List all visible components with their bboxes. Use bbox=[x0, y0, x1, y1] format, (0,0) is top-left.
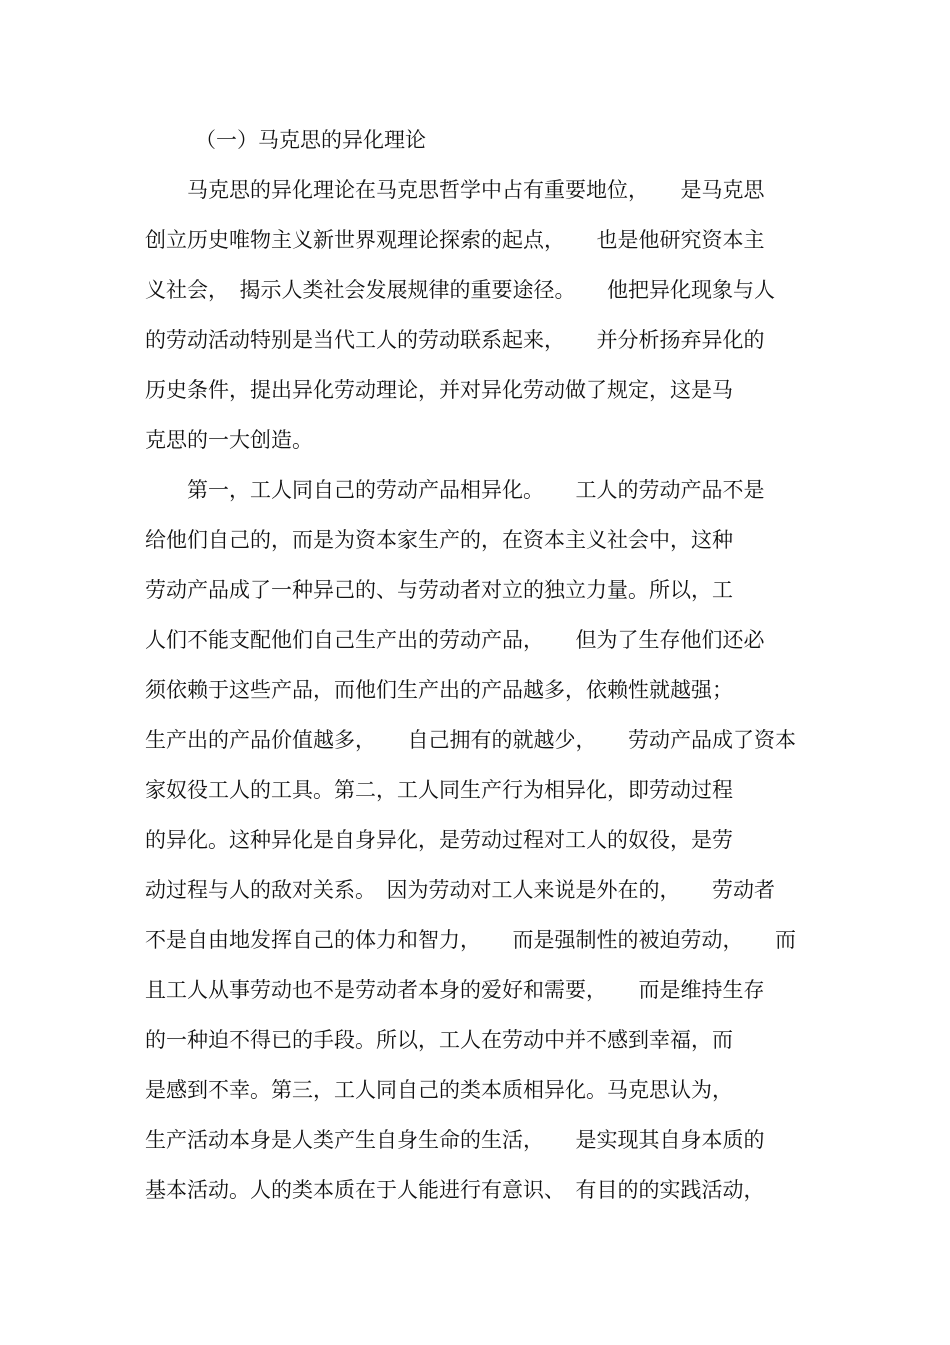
text-line: 创立历史唯物主义新世界观理论探索的起点， 也是他研究资本主 bbox=[145, 228, 765, 252]
text-line: 历史条件，提出异化劳动理论，并对异化劳动做了规定，这是马 bbox=[145, 378, 733, 402]
text-line: 的异化。这种异化是自身异化，是劳动过程对工人的奴役，是劳 bbox=[145, 828, 733, 852]
text-line: 须依赖于这些产品，而他们生产出的产品越多，依赖性就越强； bbox=[145, 678, 733, 702]
text-line: 人们不能支配他们自己生产出的劳动产品， 但为了生存他们还必 bbox=[145, 628, 765, 652]
text-line: 基本活动。人的类本质在于人能进行有意识、 有目的的实践活动， bbox=[145, 1178, 765, 1202]
text-line: 义社会， 揭示人类社会发展规律的重要途径。 他把异化现象与人 bbox=[145, 278, 775, 302]
text-line: 家奴役工人的工具。第二，工人同生产行为相异化，即劳动过程 bbox=[145, 778, 733, 802]
text-line: 动过程与人的敌对关系。 因为劳动对工人来说是外在的， 劳动者 bbox=[145, 878, 775, 902]
text-line: 克思的一大创造。 bbox=[145, 428, 313, 452]
text-line: 且工人从事劳动也不是劳动者本身的爱好和需要， 而是维持生存 bbox=[145, 978, 765, 1002]
section-heading: （一）马克思的异化理论 bbox=[195, 128, 426, 152]
text-line: 生产活动本身是人类产生自身生命的生活， 是实现其自身本质的 bbox=[145, 1128, 765, 1152]
text-line: 的劳动活动特别是当代工人的劳动联系起来， 并分析扬弃异化的 bbox=[145, 328, 765, 352]
text-line: 给他们自己的，而是为资本家生产的，在资本主义社会中，这种 bbox=[145, 528, 733, 552]
text-line: 不是自由地发挥自己的体力和智力， 而是强制性的被迫劳动， 而 bbox=[145, 928, 796, 952]
text-line: 生产出的产品价值越多， 自己拥有的就越少， 劳动产品成了资本 bbox=[145, 728, 796, 752]
text-line: 第一，工人同自己的劳动产品相异化。 工人的劳动产品不是 bbox=[145, 478, 765, 502]
text-line: 的一种迫不得已的手段。所以，工人在劳动中并不感到幸福，而 bbox=[145, 1028, 733, 1052]
text-line: 马克思的异化理论在马克思哲学中占有重要地位， 是马克思 bbox=[145, 178, 765, 202]
text-line: 是感到不幸。第三，工人同自己的类本质相异化。马克思认为， bbox=[145, 1078, 733, 1102]
text-line: 劳动产品成了一种异己的、与劳动者对立的独立力量。所以，工 bbox=[145, 578, 733, 602]
